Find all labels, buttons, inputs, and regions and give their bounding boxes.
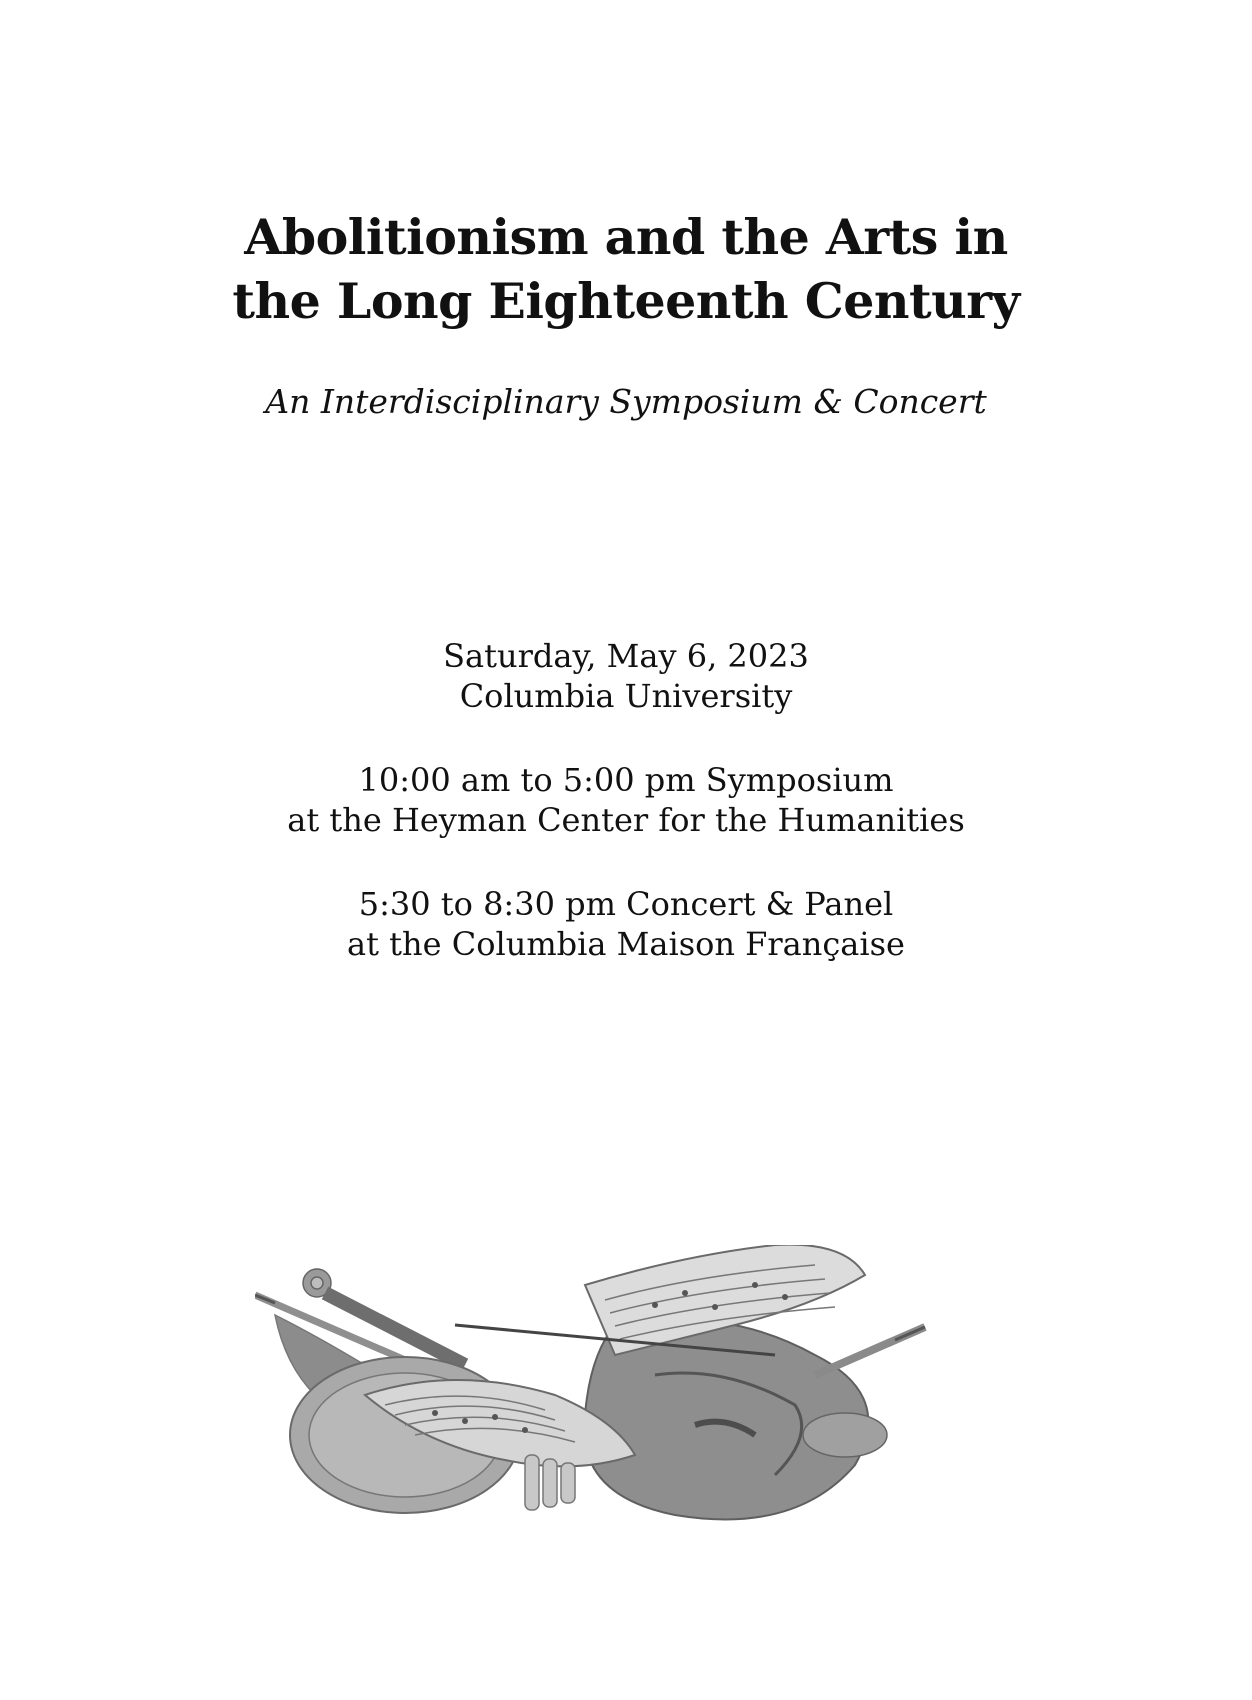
violin-sheet-music-icon [255, 1245, 985, 1555]
concert-location: at the Columbia Maison Française [347, 925, 905, 963]
title-line-2: the Long Eighteenth Century [232, 272, 1020, 330]
symposium-time: 10:00 am to 5:00 pm Symposium [358, 761, 894, 799]
symposium-location: at the Heyman Center for the Humanities [287, 801, 965, 839]
concert-time: 5:30 to 8:30 pm Concert & Panel [358, 885, 894, 923]
event-date: Saturday, May 6, 2023 [443, 637, 809, 675]
page-title [0, 205, 1252, 333]
concert-block [0, 884, 1252, 964]
symposium-block [0, 760, 1252, 840]
title-line-1: Abolitionism and the Arts in [244, 208, 1008, 266]
subtitle: An Interdisciplinary Symposium & Concert [265, 382, 987, 421]
event-date-block [0, 636, 1252, 716]
event-venue: Columbia University [459, 677, 793, 715]
